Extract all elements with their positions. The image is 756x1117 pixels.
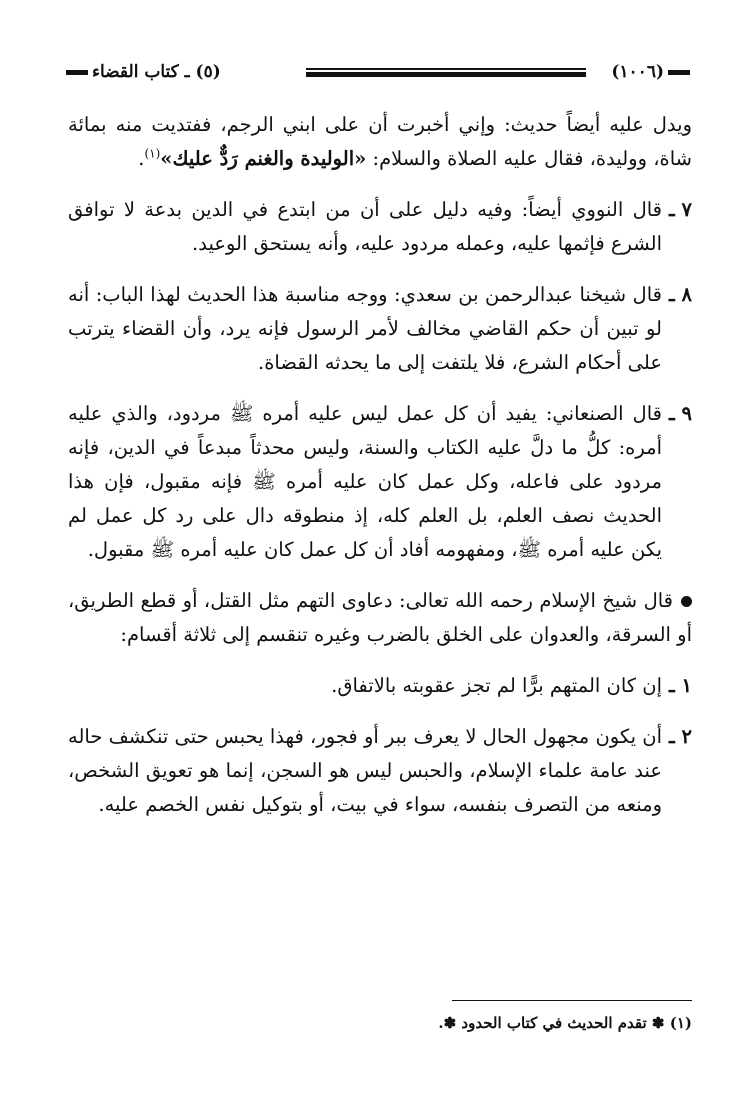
paragraph-intro: ويدل عليه أيضاً حديث: وإني أخبرت أن على ابني الرجم، ففتديت منه بمائة شاة، ووليدة، فقال عليه الصلاة والسلام: «الوليدة والغنم رَدٌّ عليك»$^{(١)}$. [68, 113, 692, 170]
item-number: ٢ ـ [669, 725, 692, 748]
item-number: ٨ ـ [669, 283, 692, 306]
page-number: (١٠٠٦) [611, 62, 694, 82]
sub-item-2 [68, 720, 692, 822]
item-text: قال النووي أيضاً: وفيه دليل على أن من ابتدع في الدين بدعة لا توافق الشرع فإثمها عليه، وعمله مردود عليه، وأنه يستحق الوعيد. [68, 198, 662, 255]
footnote [200, 1014, 692, 1032]
footnote-number: (١) [669, 1014, 692, 1032]
item-text: إن كان المتهم برًّا لم تجز عقوبته بالاتفاق. [331, 674, 662, 697]
numbered-item-8 [68, 278, 692, 380]
bullet-text: قال شيخ الإسلام رحمه الله تعالى: دعاوى التهم مثل القتل، أو قطع الطريق، أو السرقة، والعدوان على الخلق بالضرب وغيره تنقسم إلى ثلاثة أقسام: [68, 589, 692, 646]
bullet-paragraph [68, 584, 692, 652]
footnote-divider [452, 1000, 692, 1001]
bullet-icon [681, 596, 692, 607]
sub-item-1 [68, 669, 692, 703]
running-title: (٥) ـ كتاب القضاء [62, 62, 221, 82]
item-text: قال الصنعاني: يفيد أن كل عمل ليس عليه أمره ﷺ مردود، والذي عليه أمره: كلُّ ما دلَّ عليه الكتاب والسنة، وليس محدثاً مبدعاً في الدين، فإنه مردود على فاعله، وكل عمل كان عليه أمره ﷺ فإنه مقبول، فإن هذا الحديث نصف العلم، بل العلم كله، إذ منطوقه دال على رد كل عمل لم يكن عليه أمره ﷺ، ومفهومه أفاد أن كل عمل كان عليه أمره ﷺ مقبول. [68, 402, 662, 561]
header-ornament [668, 70, 690, 75]
item-number: ١ ـ [669, 674, 692, 697]
header-double-rule [306, 68, 586, 78]
header-ornament [66, 70, 88, 75]
item-text: أن يكون مجهول الحال لا يعرف ببر أو فجور، فهذا يحبس حتى تنكشف حاله عند عامة علماء الإسلام، والحبس ليس هو السجن، إنما هو تعويق الشخص، ومنعه من التصرف بنفسه، سواء في بيت، أو بتوكيل نفس الخصم عليه. [68, 725, 662, 816]
page-header [62, 62, 694, 88]
item-number: ٩ ـ [669, 402, 692, 425]
item-text: قال شيخنا عبدالرحمن بن سعدي: ووجه مناسبة هذا الحديث لهذا الباب: أنه لو تبين أن حكم القاضي مخالف لأمر الرسول فإنه يرد، وأن القضاء يترتب على أحكام الشرع، فلا يلتفت إلى ما يحدثه القضاة. [68, 283, 662, 374]
main-text [68, 108, 692, 839]
footnote-text: ✽ تقدم الحديث في كتاب الحدود ✽. [438, 1014, 665, 1032]
item-number: ٧ ـ [669, 198, 692, 221]
footnote-reference: (١) [144, 146, 161, 161]
numbered-item-7 [68, 193, 692, 261]
hadith-quote: «الوليدة والغنم رَدٌّ عليك» [160, 147, 367, 170]
numbered-item-9 [68, 397, 692, 567]
